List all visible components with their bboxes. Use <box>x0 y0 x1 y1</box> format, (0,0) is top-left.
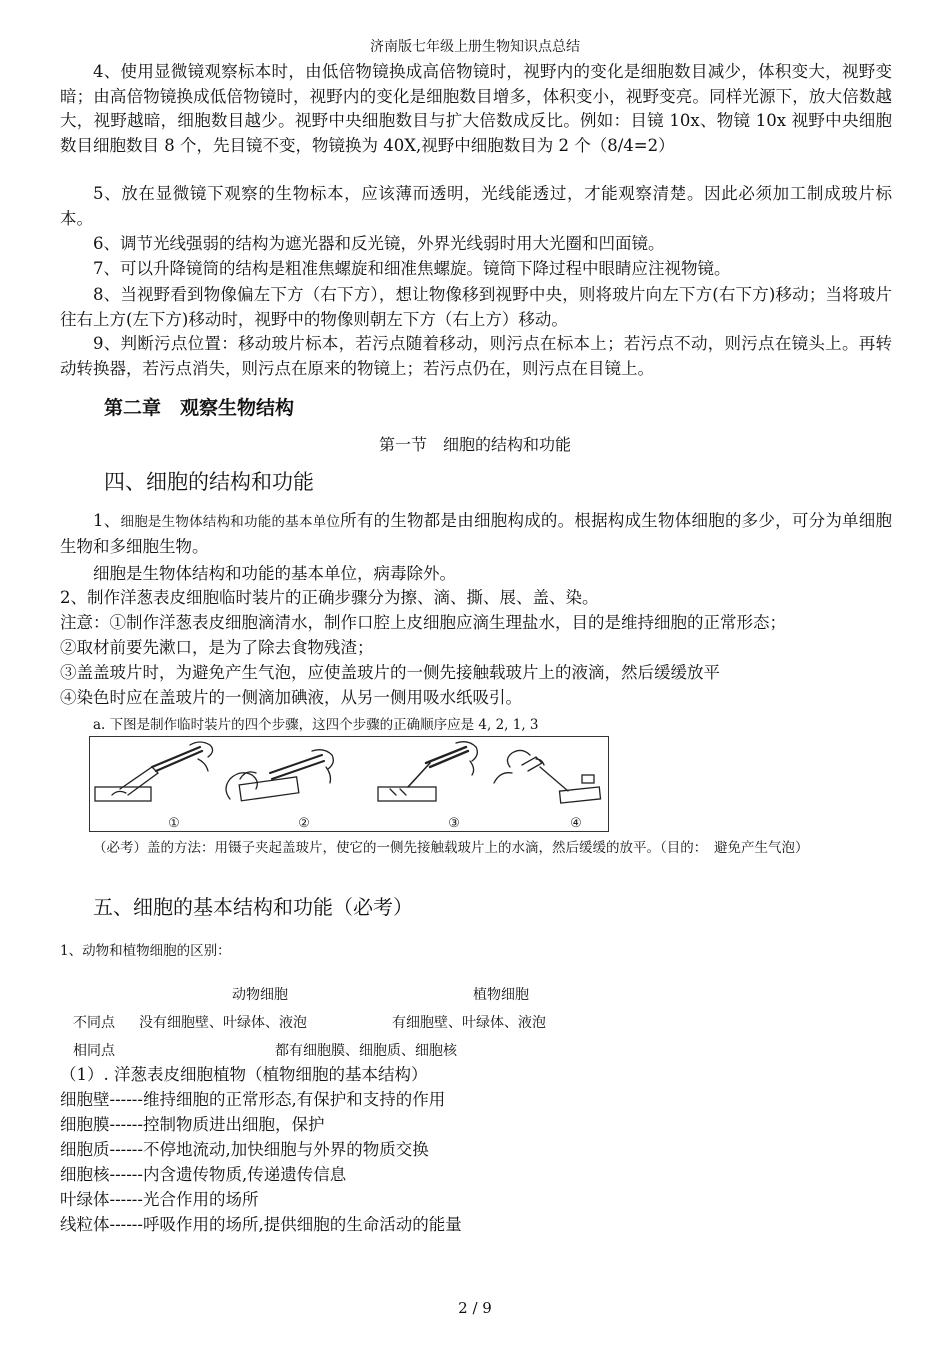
paragraph-6: 6、调节光线强弱的结构为遮光器和反光镜，外界光线弱时用大光圈和凹面镜。 <box>93 234 665 253</box>
figure-caption: a. 下图是制作临时装片的四个步骤，这四个步骤的正确顺序应是 4, 2, 1, 3 <box>93 717 539 733</box>
note-4: ④染色时应在盖玻片的一侧滴加碘液，从另一侧用吸水纸吸引。 <box>60 688 522 707</box>
virus-exception-line: 细胞是生物体结构和功能的基本单位，病毒除外。 <box>93 564 456 583</box>
step-1-illustration <box>95 742 213 801</box>
page-header: 济南版七年级上册生物知识点总结 <box>370 39 580 55</box>
step-3-illustration <box>378 742 477 801</box>
row-difference-label: 不同点 <box>73 1015 115 1031</box>
row-difference-plant: 有细胞壁、叶绿体、液泡 <box>392 1015 546 1031</box>
row-same-value: 都有细胞膜、细胞质、细胞核 <box>275 1043 457 1059</box>
step-4-illustration <box>494 750 601 803</box>
chapter-title: 第二章 观察生物结构 <box>104 397 295 419</box>
onion-title: （1）. 洋葱表皮细胞植物（植物细胞的基本结构） <box>60 1065 428 1084</box>
heading-five: 五、细胞的基本结构和功能（必考） <box>93 895 413 919</box>
cell-unit-paragraph <box>60 509 892 559</box>
row-same-label: 相同点 <box>73 1043 115 1059</box>
paragraph-4: 4、使用显微镜观察标本时，由低倍物镜换成高倍物镜时，视野内的变化是细胞数目减少，体积变大，视野变暗；由高倍物镜换成低倍物镜时，视野内的变化是细胞数目增多，体积变小，视野变亮。同样光源下，放大倍数越大，视野越暗，细胞数目越少。视野中央细胞数目与扩大倍数成反比。例如：目镜 10x、物镜 10x 视野中央细胞数目细胞数目 8 个，先目镜不变，物镜换为 40X,视野中细胞数目为 2 个（8/4=2） <box>60 62 892 155</box>
page-number: 2 / 9 <box>458 1299 492 1317</box>
paragraph-7: 7、可以升降镜筒的结构是粗准焦螺旋和细准焦螺旋。镜筒下降过程中眼睛应注视物镜。 <box>93 259 731 278</box>
note-3: ③盖盖玻片时，为避免产生气泡，应使盖玻片的一侧先接触载玻片上的液滴，然后缓缓放平 <box>60 663 720 682</box>
structure-item: 细胞质------不停地流动,加快细胞与外界的物质交换 <box>60 1140 429 1159</box>
structure-item: 叶绿体------光合作用的场所 <box>60 1190 259 1209</box>
structure-item: 线粒体------呼吸作用的场所,提供细胞的生命活动的能量 <box>60 1215 462 1234</box>
cell-unit-small-text: 细胞是生物体结构和功能的基本单位 <box>120 514 341 530</box>
slide-steps-figure <box>89 736 609 832</box>
paragraph-5: 5、放在显微镜下观察的生物标本，应该薄而透明，光线能透过，才能观察清楚。因此必须加工制成玻片标本。 <box>60 184 892 228</box>
difference-title: 1、动物和植物细胞的区别： <box>60 943 231 959</box>
cover-method-paragraph: （必考）盖的方法：用镊子夹起盖玻片，使它的一侧先接触载玻片上的水滴，然后缓缓的放平。（目的： 避免产生气泡） <box>93 840 809 856</box>
onion-steps-line: 2、制作洋葱表皮细胞临时装片的正确步骤分为擦、滴、撕、展、盖、染。 <box>60 588 599 607</box>
step-label-4: ④ <box>570 816 582 831</box>
column-plant-cell: 植物细胞 <box>473 987 529 1003</box>
step-label-2: ② <box>298 816 310 831</box>
note-2: ②取材前要先漱口，是为了除去食物残渣； <box>60 638 374 657</box>
paragraph-9: 9、判断污点位置：移动玻片标本，若污点随着移动，则污点在标本上；若污点不动，则污点在镜头上。再转动转换器，若污点消失，则污点在原来的物镜上；若污点仍在，则污点在目镜上。 <box>60 334 892 378</box>
structure-item: 细胞壁------维持细胞的正常形态,有保护和支持的作用 <box>60 1090 446 1109</box>
structure-item: 细胞核------内含遗传物质,传递遗传信息 <box>60 1165 347 1184</box>
paragraph-8: 8、当视野看到物像偏左下方（右下方），想让物像移到视野中央，则将玻片向左下方(右下方)移动；当将玻片往右上方(左下方)移动时，视野中的物像则朝左下方（右上方）移动。 <box>60 285 892 329</box>
slide-steps-illustration <box>90 737 608 831</box>
step-label-3: ③ <box>448 816 460 831</box>
cell-unit-prefix: 1、 <box>93 511 121 530</box>
heading-four: 四、细胞的结构和功能 <box>104 470 314 494</box>
row-difference-animal: 没有细胞壁、叶绿体、液泡 <box>139 1015 307 1031</box>
step-2-illustration <box>226 750 333 801</box>
column-animal-cell: 动物细胞 <box>232 987 288 1003</box>
section-title: 第一节 细胞的结构和功能 <box>378 435 571 454</box>
step-label-1: ① <box>168 816 180 831</box>
structure-item: 细胞膜------控制物质进出细胞，保护 <box>60 1115 325 1134</box>
note-1: 注意：①制作洋葱表皮细胞滴清水，制作口腔上皮细胞应滴生理盐水，目的是维持细胞的正常形态； <box>60 613 786 632</box>
cell-unit-rest: 所有的生物都是由细胞构成的。根据构成生物体细胞的多少，可分为单细胞生物和多细胞生物。 <box>60 511 893 556</box>
